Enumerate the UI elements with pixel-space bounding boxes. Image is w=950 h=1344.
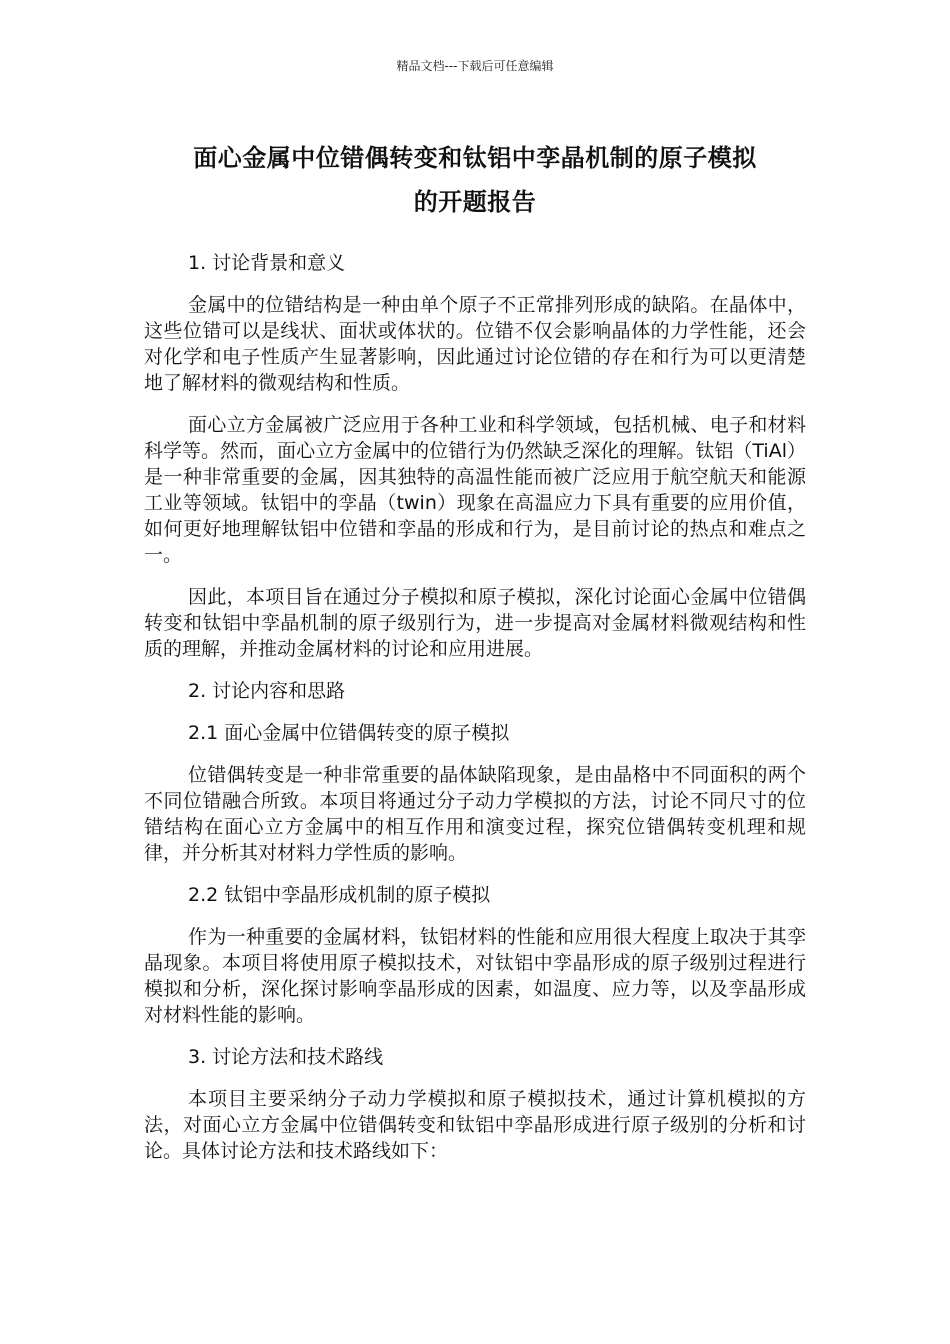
title-line-2: 的开题报告	[413, 188, 537, 216]
paragraph-background-1: 金属中的位错结构是一种由单个原子不正常排列形成的缺陷。在晶体中，这些位错可以是线状、面状或体状的。位错不仅会影响晶体的力学性能，还会对化学和电子性质产生显著影响，因此通过讨论位错的存在和行为可以更清楚地了解材料的微观结构和性质。	[144, 294, 806, 394]
section-heading-background: 1. 讨论背景和意义	[188, 252, 346, 274]
paragraph-dislocation: 位错偶转变是一种非常重要的晶体缺陷现象，是由晶格中不同面积的两个不同位错融合所致。本项目将通过分子动力学模拟的方法，讨论不同尺寸的位错结构在面心立方金属中的相互作用和演变过程，探究位错偶转变机理和规律，并分析其对材料力学性质的影响。	[144, 764, 806, 864]
paragraph-methods: 本项目主要采纳分子动力学模拟和原子模拟技术，通过计算机模拟的方法，对面心立方金属中位错偶转变和钛铝中孪晶形成进行原子级别的分析和讨论。具体讨论方法和技术路线如下：	[144, 1088, 806, 1162]
document-body	[144, 250, 806, 1164]
header-watermark: 精品文档---下载后可任意编辑	[396, 59, 554, 73]
section-heading-methods: 3. 讨论方法和技术路线	[188, 1046, 384, 1068]
paragraph-background-3: 因此，本项目旨在通过分子模拟和原子模拟，深化讨论面心金属中位错偶转变和钛铝中孪晶机制的原子级别行为，进一步提高对金属材料微观结构和性质的理解，并推动金属材料的讨论和应用进展。	[144, 586, 806, 660]
subsection-heading-twinning: 2.2 钛铝中孪晶形成机制的原子模拟	[188, 884, 491, 906]
document-page	[144, 136, 806, 1180]
paragraph-background-2: 面心立方金属被广泛应用于各种工业和科学领域，包括机械、电子和材料科学等。然而，面心立方金属中的位错行为仍然缺乏深化的理解。钛铝（TiAl）是一种非常重要的金属，因其独特的高温性能而被广泛应用于航空航天和能源工业等领域。钛铝中的孪晶（twin）现象在高温应力下具有重要的应用价值，如何更好地理解钛铝中位错和孪晶的形成和行为，是目前讨论的热点和难点之一。	[144, 414, 806, 566]
section-heading-content: 2. 讨论内容和思路	[188, 680, 346, 702]
subsection-heading-dislocation: 2.1 面心金属中位错偶转变的原子模拟	[188, 722, 510, 744]
paragraph-twinning: 作为一种重要的金属材料，钛铝材料的性能和应用很大程度上取决于其孪晶现象。本项目将使用原子模拟技术，对钛铝中孪晶形成的原子级别过程进行模拟和分析，深化探讨影响孪晶形成的因素，如温度、应力等，以及孪晶形成对材料性能的影响。	[144, 926, 806, 1026]
title-line-1: 面心金属中位错偶转变和钛铝中孪晶机制的原子模拟	[193, 144, 757, 172]
document-title	[144, 136, 806, 224]
